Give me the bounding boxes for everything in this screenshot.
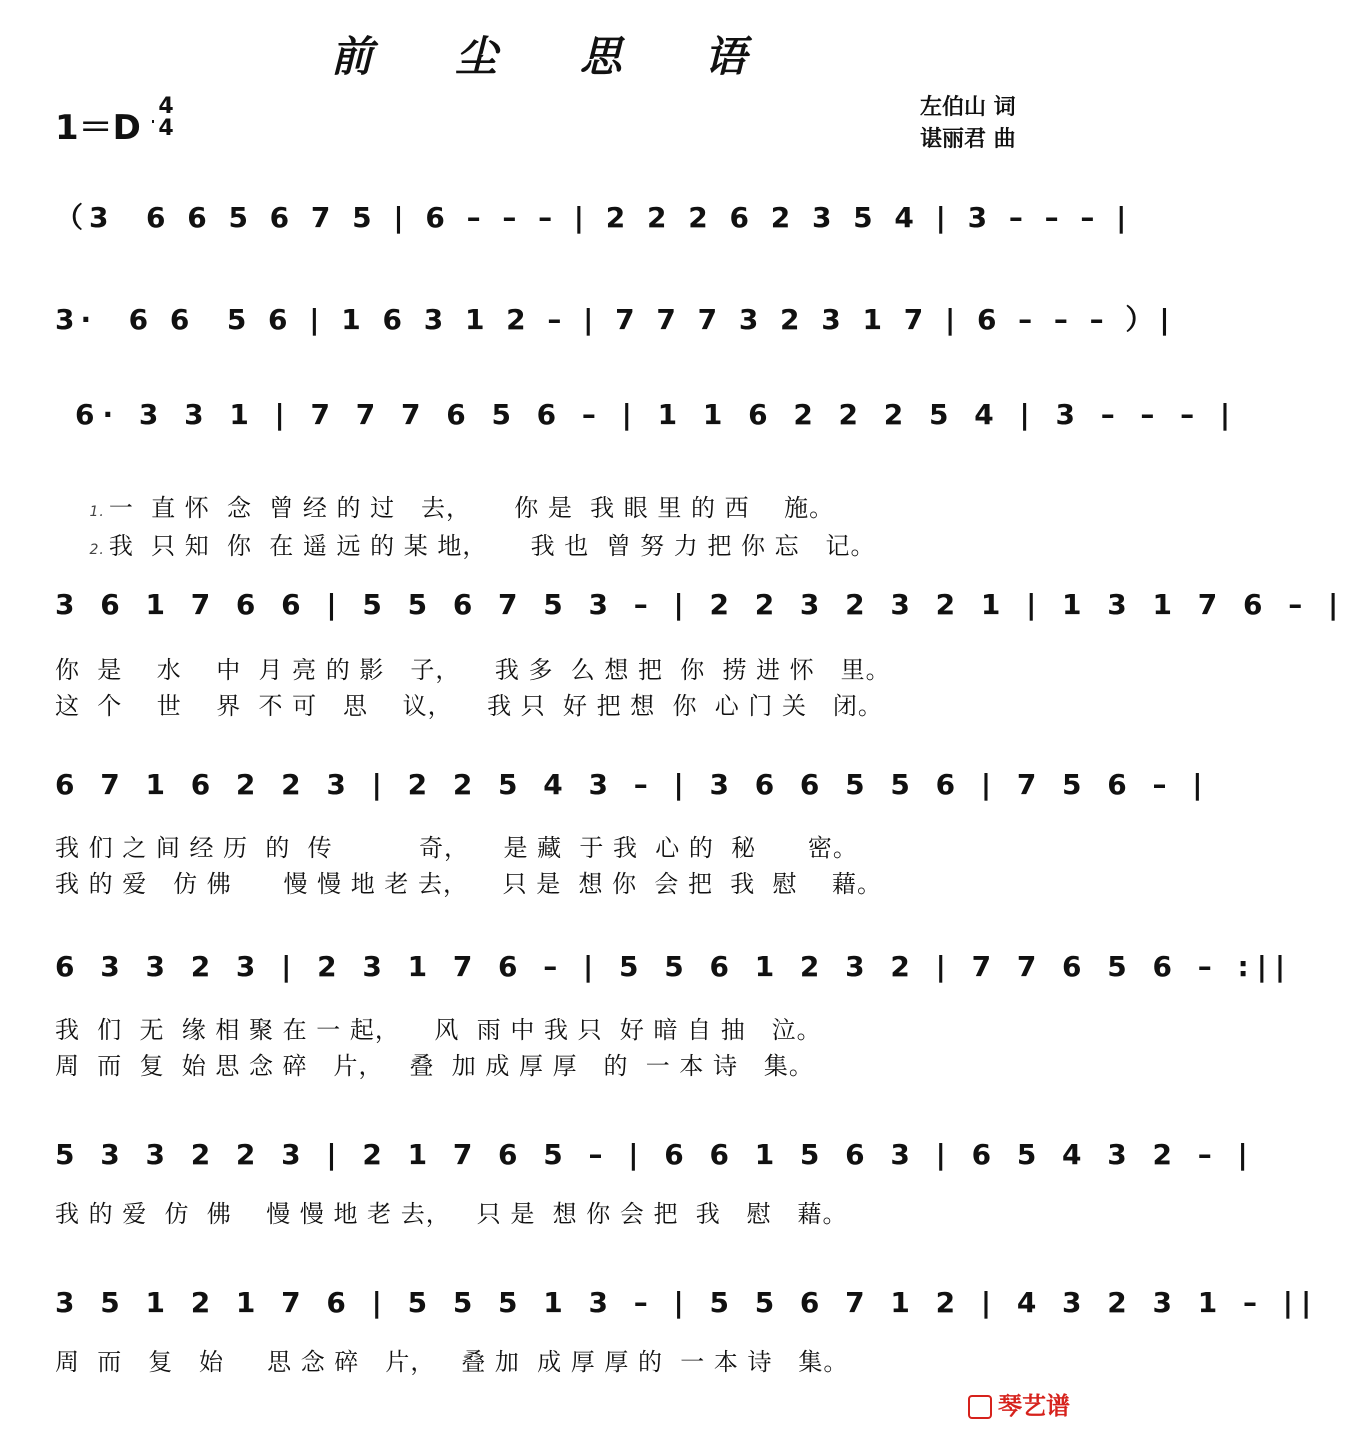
key-signature: 1＝D [55, 108, 141, 148]
lyric-line: 你 是 水 中 月 亮 的 影 子， 我 多 么 想 把 你 捞 进 怀 里。 [55, 656, 891, 684]
notes-line: 3 6 1 7 6 6 | 5 5 6 7 5 3 – | 2 2 3 2 3 2 1 | 1 3 1 7 6 – | [55, 588, 1346, 621]
watermark-logo [968, 1386, 1070, 1421]
lyric-line: 这 个 世 界 不 可 思 议， 我 只 好 把 想 你 心 门 关 闭。 [55, 692, 883, 720]
lyric-line: 我 的 爱 仿 佛 慢 慢 地 老 去， 只 是 想 你 会 把 我 慰 藉。 [55, 870, 883, 898]
lyric-line: 我 的 爱 仿 佛 慢 慢 地 老 去， 只 是 想 你 会 把 我 慰 藉。 [55, 1200, 848, 1228]
notes-line: 6 7 1 6 2 2 3 | 2 2 5 4 3 – | 3 6 6 5 5 6 | 7 5 6 – | [55, 768, 1211, 801]
lyric-line: 我 们 之 间 经 历 的 传 奇， 是 藏 于 我 心 的 秘 密。 [55, 834, 858, 862]
notes-line: 5 3 3 2 2 3 | 2 1 7 6 5 – | 6 6 1 5 6 3 | 6 5 4 3 2 – | [55, 1138, 1256, 1171]
verse-number: 2. [89, 542, 105, 558]
meter-bottom: 4 [158, 116, 174, 141]
watermark-text: 琴艺谱 [998, 1392, 1070, 1420]
lyric-line [55, 498, 875, 589]
meter-divider [152, 120, 154, 123]
logo-mark-icon [968, 1395, 992, 1419]
lyric-line: 我 们 无 缘 相 聚 在 一 起， 风 雨 中 我 只 好 暗 自 抽 泣。 [55, 1016, 822, 1044]
notes-line: 6 3 3 2 3 | 2 3 1 7 6 – | 5 5 6 1 2 3 2 | 7 7 6 5 6 – :|| [55, 950, 1294, 983]
song-title: 前 尘 思 语 [330, 32, 781, 81]
lyric-text: 一 直 怀 念 曾 经 的 过 去， 你 是 我 眼 里 的 西 施。 [108, 494, 835, 522]
lyricist: 左伯山 词 [920, 95, 1016, 120]
notes-line: 6· 3 3 1 | 7 7 7 6 5 6 – | 1 1 6 2 2 2 5 4 | 3 – – – | [75, 398, 1239, 431]
verse-number: 1. [89, 504, 105, 520]
meter-top: 4 [158, 94, 174, 119]
composer: 谌丽君 曲 [920, 127, 1016, 152]
notes-line: 3 5 1 2 1 7 6 | 5 5 5 1 3 – | 5 5 6 7 1 2 | 4 3 2 3 1 – || [55, 1286, 1320, 1319]
time-signature [152, 96, 180, 140]
notes-line: 3· 6 6 5 6 | 1 6 3 1 2 – | 7 7 7 3 2 3 1 7 | 6 – – – ）| [55, 303, 1176, 336]
notes-line: （3 6 6 5 6 7 5 | 6 – – – | 2 2 2 6 2 3 5 4 | 3 – – – | [55, 201, 1133, 234]
lyric-text: 我 只 知 你 在 遥 远 的 某 地， 我 也 曾 努 力 把 你 忘 记。 [108, 532, 876, 560]
lyric-line: 周 而 复 始 思 念 碎 片， 叠 加 成 厚 厚 的 一 本 诗 集。 [55, 1348, 849, 1376]
lyric-line: 周 而 复 始 思 念 碎 片， 叠 加 成 厚 厚 的 一 本 诗 集。 [55, 1052, 814, 1080]
credits [920, 92, 1016, 156]
